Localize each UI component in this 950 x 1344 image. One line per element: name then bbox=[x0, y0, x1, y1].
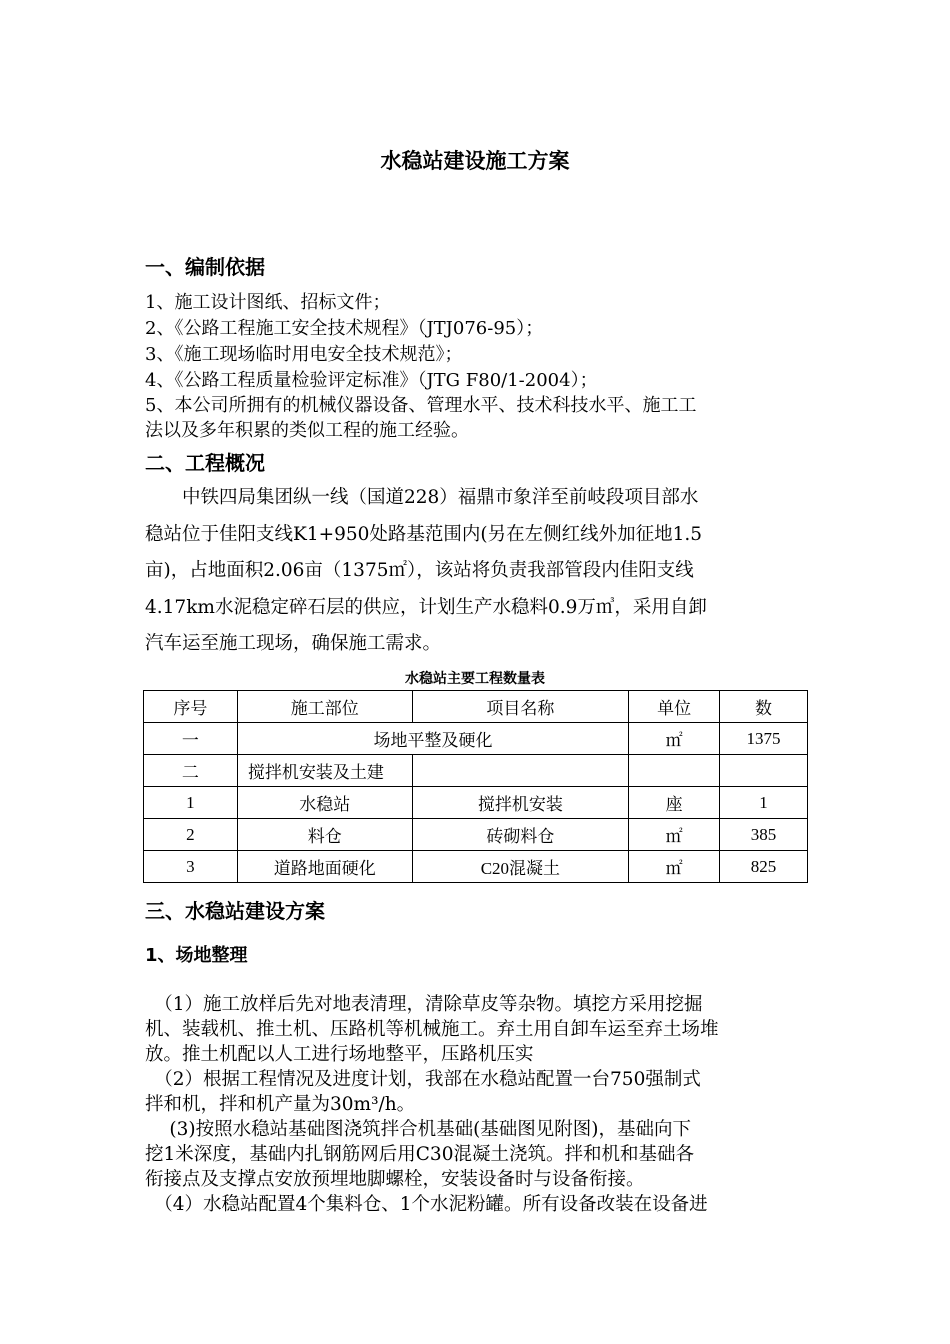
plan-line: 挖1米深度，基础内扎钢筋网后用C30混凝土浇筑。拌和机和基础各 bbox=[145, 1144, 694, 1165]
table-row bbox=[144, 755, 808, 787]
plan-line: 衔接点及支撑点安放预埋地脚螺栓，安装设备时与设备衔接。 bbox=[145, 1169, 645, 1190]
cell-unit: 座 bbox=[629, 787, 720, 819]
cell-qty bbox=[720, 755, 808, 787]
table-row bbox=[144, 723, 808, 755]
cell-part: 搅拌机安装及土建 bbox=[237, 755, 412, 787]
plan-line: （1）施工放样后先对地表清理，清除草皮等杂物。填挖方采用挖掘 bbox=[145, 994, 703, 1015]
cell-qty: 1375 bbox=[720, 723, 808, 755]
cell-part: 水稳站 bbox=[237, 787, 412, 819]
basis-item: 3、《施工现场临时用电安全技术规范》； bbox=[145, 344, 463, 365]
plan-line: （2）根据工程情况及进度计划，我部在水稳站配置一台750强制式 bbox=[145, 1069, 701, 1090]
cell-name: 砖砌料仓 bbox=[412, 819, 629, 851]
plan-line: 拌和机，拌和机产量为30m³/h。 bbox=[145, 1094, 416, 1115]
quantity-table bbox=[143, 690, 808, 883]
cell-no: 二 bbox=[144, 755, 238, 787]
basis-item: 法以及多年积累的类似工程的施工经验。 bbox=[145, 420, 469, 441]
cell-unit: ㎡ bbox=[629, 851, 720, 883]
cell-name: 搅拌机安装 bbox=[412, 787, 629, 819]
table-row bbox=[144, 851, 808, 883]
basis-item: 2、《公路工程施工安全技术规程》（JTJ076-95）； bbox=[145, 318, 544, 339]
cell-name bbox=[412, 755, 629, 787]
plan-line: 机、装载机、推土机、压路机等机械施工。弃土用自卸车运至弃土场堆 bbox=[145, 1019, 719, 1040]
cell-part: 道路地面硬化 bbox=[237, 851, 412, 883]
table-row bbox=[144, 819, 808, 851]
overview-line: 稳站位于佳阳支线K1+950处路基范围内(另在左侧红线外加征地1.5 bbox=[145, 524, 703, 545]
cell-no: 一 bbox=[144, 723, 238, 755]
cell-name: C20混凝土 bbox=[412, 851, 629, 883]
section-heading-basis: 一、编制依据 bbox=[145, 255, 265, 279]
cell-merged: 场地平整及硬化 bbox=[237, 723, 628, 755]
header-cell: 施工部位 bbox=[237, 691, 412, 723]
header-cell: 数 bbox=[720, 691, 808, 723]
header-cell: 项目名称 bbox=[412, 691, 629, 723]
cell-part: 料仓 bbox=[237, 819, 412, 851]
overview-line: 亩)，占地面积2.06亩（1375㎡），该站将负责我部管段内佳阳支线 bbox=[145, 560, 694, 581]
cell-unit bbox=[629, 755, 720, 787]
plan-line: (3)按照水稳站基础图浇筑拌合机基础(基础图见附图)，基础向下 bbox=[145, 1119, 692, 1140]
cell-no: 2 bbox=[144, 819, 238, 851]
overview-line: 4.17km水泥稳定碎石层的供应，计划生产水稳料0.9万㎥，采用自卸 bbox=[145, 597, 707, 618]
cell-no: 3 bbox=[144, 851, 238, 883]
basis-item: 1、施工设计图纸、招标文件； bbox=[145, 292, 391, 313]
overview-line: 中铁四局集团纵一线（国道228）福鼎市象洋至前岐段项目部水 bbox=[145, 487, 699, 508]
plan-line: （4）水稳站配置4个集料仓、1个水泥粉罐。所有设备改装在设备进 bbox=[145, 1194, 708, 1215]
table-header-row bbox=[144, 691, 808, 723]
basis-item: 4、《公路工程质量检验评定标准》（JTG F80/1-2004）； bbox=[145, 370, 598, 391]
basis-item: 5、本公司所拥有的机械仪器设备、管理水平、技术科技水平、施工工 bbox=[145, 395, 697, 416]
cell-qty: 825 bbox=[720, 851, 808, 883]
section-heading-plan: 三、水稳站建设方案 bbox=[145, 899, 325, 923]
overview-line: 汽车运至施工现场，确保施工需求。 bbox=[145, 633, 442, 654]
document-title: 水稳站建设施工方案 bbox=[380, 149, 570, 173]
section-heading-overview: 二、工程概况 bbox=[145, 451, 265, 475]
cell-no: 1 bbox=[144, 787, 238, 819]
header-cell: 单位 bbox=[629, 691, 720, 723]
cell-qty: 385 bbox=[720, 819, 808, 851]
cell-qty: 1 bbox=[720, 787, 808, 819]
plan-line: 放。推土机配以人工进行场地整平，压路机压实 bbox=[145, 1044, 534, 1065]
header-cell: 序号 bbox=[144, 691, 238, 723]
cell-unit: ㎡ bbox=[629, 819, 720, 851]
cell-unit: ㎡ bbox=[629, 723, 720, 755]
table-caption: 水稳站主要工程数量表 bbox=[405, 671, 545, 687]
sub-heading-site: 1、场地整理 bbox=[145, 945, 248, 966]
table-row bbox=[144, 787, 808, 819]
